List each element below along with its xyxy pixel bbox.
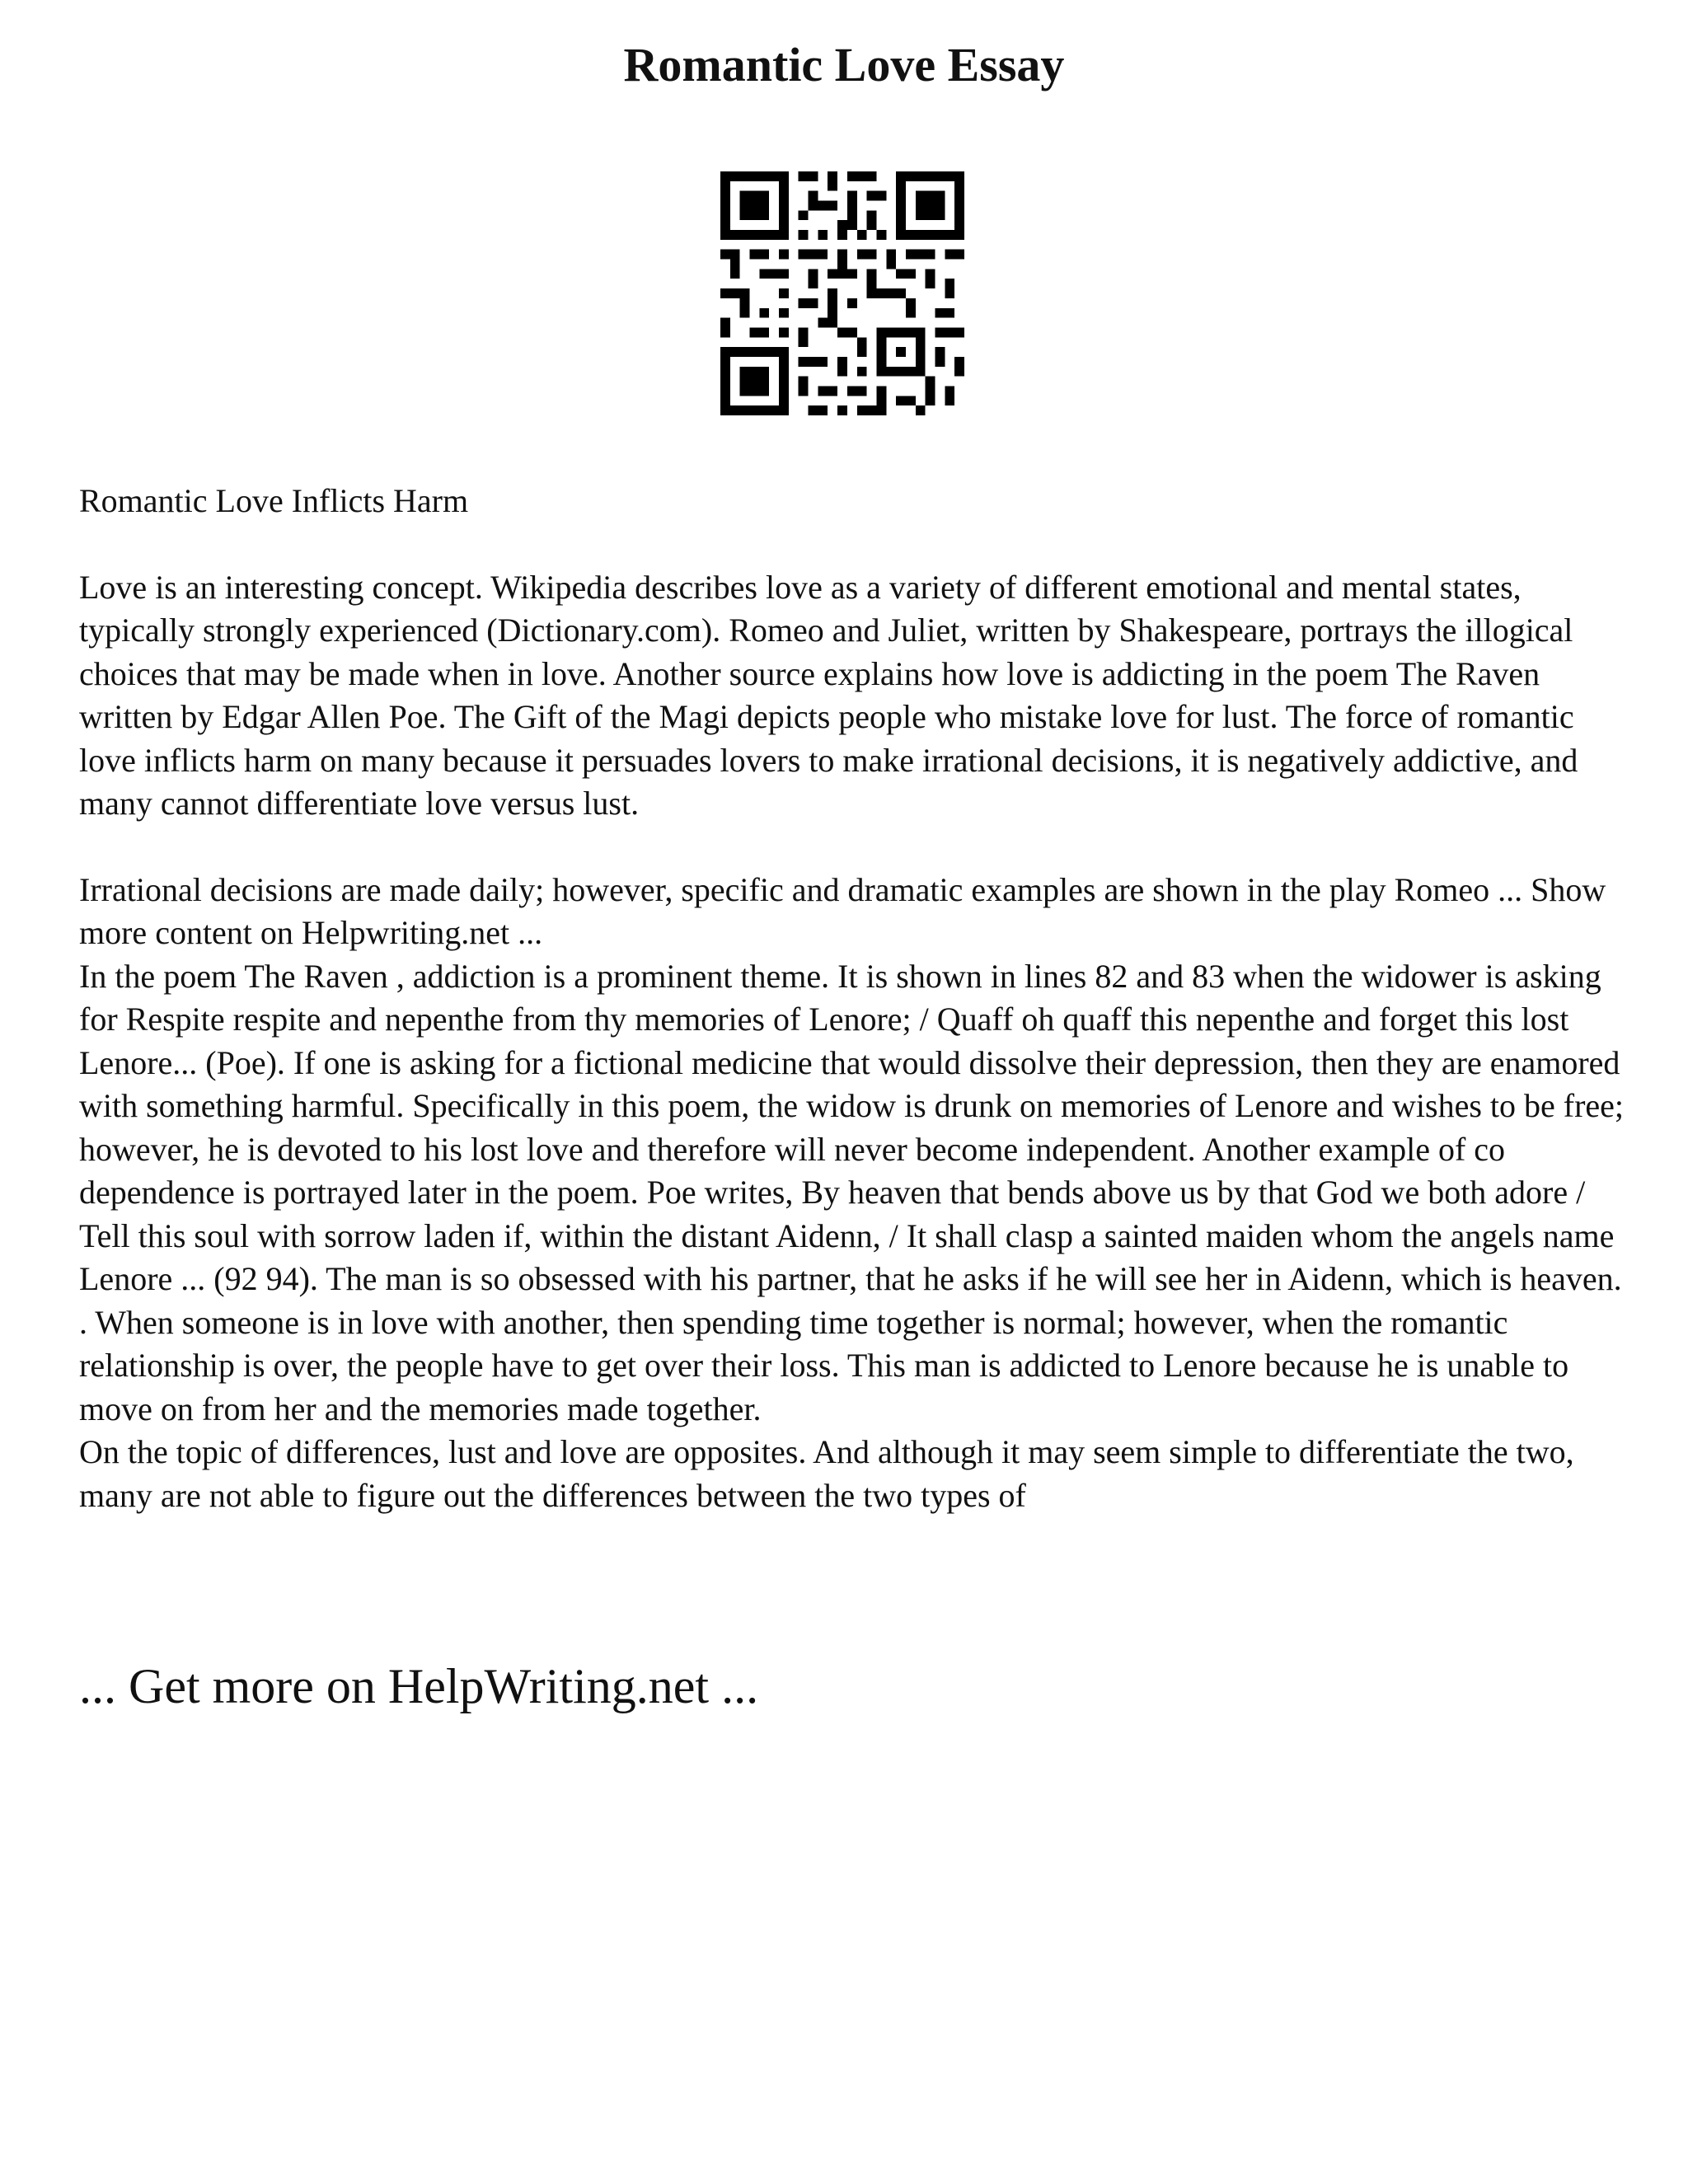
- get-more-link[interactable]: ... Get more on HelpWriting.net ...: [79, 1659, 759, 1713]
- paragraph-1: Love is an interesting concept. Wikipedia describes love as a variety of different emotional and mental states, typically strongly experienced (Dictionary.com). Romeo and Juliet, written by Shakespeare, portrays the illogical choices that may be made when in love. Another source explains how love is addicting in the poem The Raven written by Edgar Allen Poe. The Gift of the Magi depicts people who mistake love for lust. The force of romantic love inflicts harm on many because it persuades lovers to make irrational decisions, it is negatively addictive, and many cannot differentiate love versus lust.: [79, 568, 1578, 822]
- paragraph-4: On the topic of differences, lust and love are opposites. And although it may seem simple to differentiate the two, many are not able to figure out the differences between the two types of: [79, 1433, 1574, 1514]
- section-heading: Romantic Love Inflicts Harm: [79, 482, 469, 519]
- paragraph-3: In the poem The Raven , addiction is a prominent theme. It is shown in lines 82 and 83 when the widower is asking for Respite respite and nepenthe from thy memories of Lenore; / Quaff oh quaff this nepenthe and forget this lost Lenore... (Poe). If one is asking for a fictional medicine that would dissolve their depression, then they are enamored with something harmful. Specifically in this poem, the widow is drunk on memories of Lenore and wishes to be free; however, he is devoted to his lost love and therefore will never become independent. Another example of co dependence is portrayed later in the poem. Poe writes, By heaven that bends above us by that God we both adore / Tell this soul with sorrow laden if, within the distant Aidenn, / It shall clasp a sainted maiden whom the angels name Lenore ... (92 94). The man is so obsessed with his partner, that he asks if he will see her in Aidenn, which is heaven. . When someone is in love with another, then spending time together is normal; however, when the romantic relationship is over, the people have to get over their loss. This man is addicted to Lenore because he is unable to move on from her and the memories made together.: [79, 957, 1625, 1427]
- qr-code-icon: [720, 171, 964, 415]
- document-body: [79, 480, 1629, 1517]
- paragraph-2: Irrational decisions are made daily; however, specific and dramatic examples are shown in the play Romeo ... Show more content on Helpwriting.net ...: [79, 870, 1606, 951]
- document-title: Romantic Love Essay: [623, 38, 1065, 91]
